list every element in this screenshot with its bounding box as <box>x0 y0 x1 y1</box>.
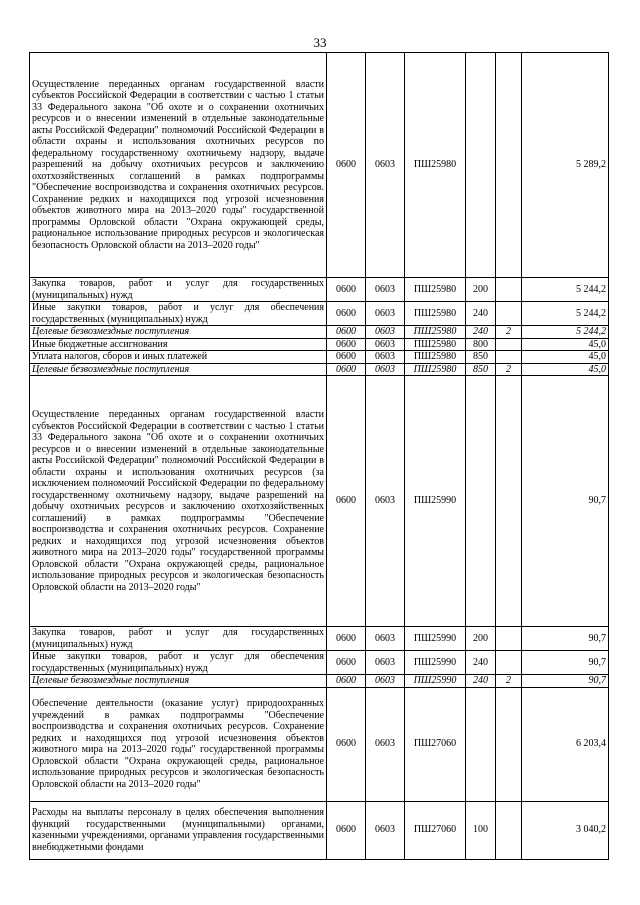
cell-section: 0600 <box>327 687 366 801</box>
cell-section: 0600 <box>327 278 366 302</box>
cell-expense-type: 850 <box>466 363 496 376</box>
cell-target-article: ПШ25990 <box>405 376 466 627</box>
cell-target-article: ПШ25990 <box>405 675 466 688</box>
cell-section: 0600 <box>327 627 366 651</box>
cell-amount: 6 203,4 <box>522 687 609 801</box>
cell-source: 2 <box>496 675 522 688</box>
table-row <box>30 376 609 627</box>
cell-amount: 90,7 <box>522 627 609 651</box>
cell-subsection: 0603 <box>366 675 405 688</box>
table-row <box>30 675 609 688</box>
cell-expense-type: 100 <box>466 801 496 859</box>
page-number: 33 <box>313 35 327 50</box>
cell-section: 0600 <box>327 302 366 326</box>
cell-amount: 90,7 <box>522 675 609 688</box>
cell-amount: 45,0 <box>522 363 609 376</box>
cell-target-article: ПШ25980 <box>405 338 466 351</box>
cell-section: 0600 <box>327 675 366 688</box>
cell-target-article: ПШ25990 <box>405 627 466 651</box>
cell-source <box>496 651 522 675</box>
cell-source: 2 <box>496 363 522 376</box>
cell-name: Иные бюджетные ассигнования <box>30 338 327 351</box>
cell-target-article: ПШ25990 <box>405 651 466 675</box>
cell-name: Целевые безвозмездные поступления <box>30 326 327 339</box>
cell-subsection: 0603 <box>366 376 405 627</box>
table-row <box>30 351 609 364</box>
cell-expense-type: 200 <box>466 627 496 651</box>
cell-subsection: 0603 <box>366 53 405 278</box>
cell-source <box>496 627 522 651</box>
cell-source <box>496 53 522 278</box>
table-row <box>30 53 609 278</box>
table-row <box>30 326 609 339</box>
cell-subsection: 0603 <box>366 338 405 351</box>
cell-source <box>496 801 522 859</box>
cell-section: 0600 <box>327 801 366 859</box>
cell-expense-type: 240 <box>466 326 496 339</box>
cell-section: 0600 <box>327 326 366 339</box>
cell-subsection: 0603 <box>366 363 405 376</box>
cell-expense-type: 240 <box>466 651 496 675</box>
table-row <box>30 687 609 801</box>
cell-section: 0600 <box>327 338 366 351</box>
cell-name: Закупка товаров, работ и услуг для государственных (муниципальных) нужд <box>30 278 327 302</box>
cell-name: Осуществление переданных органам государственной власти субъектов Российской Федерации в соответствии с частью 1 статьи 33 Федерального закона "Об охоте и о сохранении охотничьих ресурсов и о внесении изменений в отдельные законодательные акты Российской Федерации" полномочий Российской Федерации в области охраны и использования охотничьих ресурсов (за исключением полномочий Российской Федерации по федеральному государственному охотничьему надзору, выдаче разрешений на добычу охотничьих ресурсов и заключению охотхозяйственных соглашений) в рамках подпрограммы "Обеспечение воспроизводства и сохранения охотничьих ресурсов. Сохранение редких и находящихся под угрозой исчезновения объектов животного мира на 2013–2020 годы" государственной программы Орловской области "Охрана окружающей среды, рациональное использование природных ресурсов и экологическая безопасность Орловской области на 2013–2020 годы" <box>30 376 327 627</box>
cell-amount: 5 289,2 <box>522 53 609 278</box>
cell-name: Целевые безвозмездные поступления <box>30 675 327 688</box>
cell-name: Осуществление переданных органам государственной власти субъектов Российской Федерации в соответствии с частью 1 статьи 33 Федерального закона "Об охоте и о сохранении охотничьих ресурсов и о внесении изменений в отдельные законодательные акты Российской Федерации" полномочий Российской Федерации в области охраны и использования охотничьих ресурсов по федеральному государственному охотничьему надзору, выдаче разрешений на добычу охотничьих ресурсов и заключению охотхозяйственных соглашений в рамках подпрограммы "Обеспечение воспроизводства и сохранения охотничьих ресурсов. Сохранение редких и находящихся под угрозой исчезновения объектов животного мира на 2013–2020 годы" государственной программы Орловской области "Охрана окружающей среды, рациональное использование природных ресурсов и экологическая безопасность Орловской области на 2013–2020 годы" <box>30 53 327 278</box>
cell-target-article: ПШ27060 <box>405 687 466 801</box>
cell-source <box>496 302 522 326</box>
cell-source <box>496 351 522 364</box>
cell-amount: 90,7 <box>522 376 609 627</box>
cell-section: 0600 <box>327 363 366 376</box>
cell-name: Закупка товаров, работ и услуг для государственных (муниципальных) нужд <box>30 627 327 651</box>
cell-amount: 5 244,2 <box>522 326 609 339</box>
cell-amount: 5 244,2 <box>522 278 609 302</box>
cell-name: Уплата налогов, сборов и иных платежей <box>30 351 327 364</box>
cell-target-article: ПШ25980 <box>405 278 466 302</box>
cell-section: 0600 <box>327 651 366 675</box>
cell-subsection: 0603 <box>366 278 405 302</box>
table-row <box>30 627 609 651</box>
cell-expense-type: 200 <box>466 278 496 302</box>
cell-name: Целевые безвозмездные поступления <box>30 363 327 376</box>
table-row <box>30 363 609 376</box>
budget-table <box>29 52 609 860</box>
cell-subsection: 0603 <box>366 351 405 364</box>
cell-target-article: ПШ25980 <box>405 326 466 339</box>
cell-expense-type <box>466 53 496 278</box>
table-body <box>30 53 609 860</box>
cell-subsection: 0603 <box>366 687 405 801</box>
cell-subsection: 0603 <box>366 627 405 651</box>
cell-subsection: 0603 <box>366 302 405 326</box>
cell-source <box>496 338 522 351</box>
cell-name: Обеспечение деятельности (оказание услуг) природоохранных учреждений в рамках подпрограммы "Обеспечение воспроизводства и сохранения охотничьих ресурсов. Сохранение редких и находящихся под угрозой исчезновения объектов животного мира на 2013–2020 годы" государственной программы Орловской области "Охрана окружающей среды, рациональное использование природных ресурсов и экологическая безопасность Орловской области на 2013–2020 годы" <box>30 687 327 801</box>
cell-section: 0600 <box>327 376 366 627</box>
cell-name: Иные закупки товаров, работ и услуг для обеспечения государственных (муниципальных) нужд <box>30 302 327 326</box>
cell-amount: 5 244,2 <box>522 302 609 326</box>
table-row <box>30 278 609 302</box>
cell-expense-type: 800 <box>466 338 496 351</box>
cell-source: 2 <box>496 326 522 339</box>
table-row <box>30 302 609 326</box>
cell-target-article: ПШ25980 <box>405 53 466 278</box>
cell-subsection: 0603 <box>366 326 405 339</box>
cell-subsection: 0603 <box>366 651 405 675</box>
cell-source <box>496 376 522 627</box>
table-row <box>30 338 609 351</box>
cell-name: Иные закупки товаров, работ и услуг для обеспечения государственных (муниципальных) нужд <box>30 651 327 675</box>
cell-expense-type: 850 <box>466 351 496 364</box>
cell-source <box>496 278 522 302</box>
cell-expense-type <box>466 687 496 801</box>
cell-target-article: ПШ25980 <box>405 351 466 364</box>
cell-amount: 45,0 <box>522 351 609 364</box>
cell-amount: 90,7 <box>522 651 609 675</box>
cell-expense-type: 240 <box>466 675 496 688</box>
cell-target-article: ПШ27060 <box>405 801 466 859</box>
cell-section: 0600 <box>327 53 366 278</box>
cell-expense-type <box>466 376 496 627</box>
cell-source <box>496 687 522 801</box>
cell-section: 0600 <box>327 351 366 364</box>
cell-name: Расходы на выплаты персоналу в целях обеспечения выполнения функций государственными (муниципальными) органами, казенными учреждениями, органами управления государственными внебюджетными фондами <box>30 801 327 859</box>
cell-amount: 3 040,2 <box>522 801 609 859</box>
table-row <box>30 651 609 675</box>
cell-subsection: 0603 <box>366 801 405 859</box>
cell-expense-type: 240 <box>466 302 496 326</box>
cell-target-article: ПШ25980 <box>405 302 466 326</box>
cell-amount: 45,0 <box>522 338 609 351</box>
cell-target-article: ПШ25980 <box>405 363 466 376</box>
table-row <box>30 801 609 859</box>
